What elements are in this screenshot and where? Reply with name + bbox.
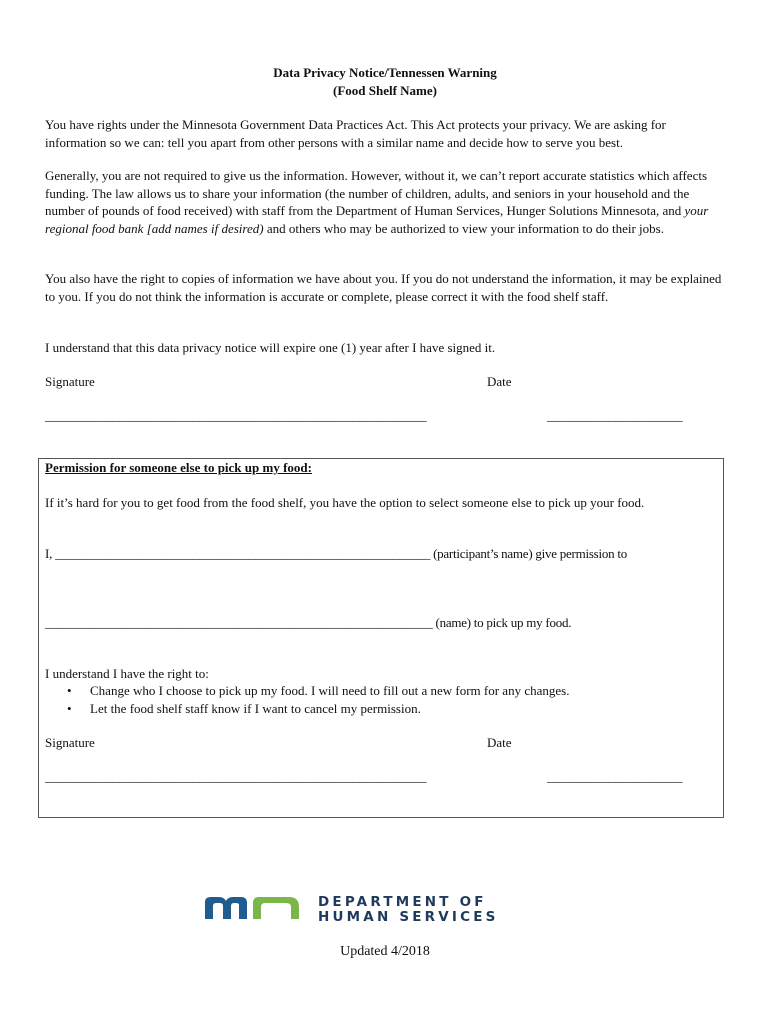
rights-list [45, 682, 569, 717]
permission-signature-line[interactable]: ______________________________________________________________ [45, 769, 427, 784]
logo-line2: HUMAN SERVICES [318, 909, 499, 925]
permission-date-line[interactable]: ______________________ [547, 769, 683, 784]
bullet-icon: • [67, 700, 72, 716]
paragraph-rights: You have rights under the Minnesota Government Data Practices Act. This Act protects your privacy. We are asking for information so we can: tell you apart from other persons with a similar name and decide how to serve you best. [45, 117, 666, 150]
rights-item [45, 700, 569, 718]
rights-item [45, 682, 569, 700]
paragraph-sharing-part2: and others who may be authorized to view your information to do their jobs. [263, 220, 664, 236]
rights-intro: I understand I have the right to: [45, 666, 209, 681]
permission-signature-label: Signature [45, 735, 95, 750]
page-subtitle: (Food Shelf Name) [333, 83, 437, 98]
paragraph-expiry: I understand that this data privacy notice will expire one (1) year after I have signed it. [45, 340, 496, 355]
participant-name-line[interactable]: I, ____________________________________________________________ (participant’s name) give permission to [45, 546, 627, 561]
updated-date: Updated 4/2018 [340, 944, 430, 959]
paragraph-sharing [45, 167, 730, 237]
bullet-icon: • [67, 683, 72, 698]
paragraph-sharing-part1: Generally, you are not required to give us the information. However, without it, we can’t report accurate statistics which affects funding. The law allows us to share your information (the number of children, adults, and seniors in your household and the number of pounds of food received) with staff from the Department of Human Services, Hunger Solutions Minnesota, and [45, 168, 708, 218]
signature-label: Signature [45, 374, 95, 389]
date-line[interactable]: ______________________ [547, 408, 683, 423]
pickup-name-line[interactable]: ______________________________________________________________ (name) to pick up my food. [45, 615, 572, 630]
page-title: Data Privacy Notice/Tennessen Warning [273, 65, 497, 80]
paragraph-copies: You also have the right to copies of information we have about you. If you do not understand the information, it may be explained to you. If you do not think the information is accurate or complete, please correct it with the food shelf staff. [45, 271, 722, 304]
signature-line[interactable]: ______________________________________________________________ [45, 408, 427, 423]
dhs-logo [205, 893, 550, 927]
permission-heading: Permission for someone else to pick up my food: [45, 460, 312, 475]
paragraph-sharing-italic: your regional food bank [add names if desired) [45, 203, 709, 236]
rights-item-text: Change who I choose to pick up my food. I will need to fill out a new form for any changes. [90, 683, 570, 698]
date-label: Date [487, 374, 512, 389]
permission-box [38, 458, 724, 818]
mn-logo-icon [205, 893, 305, 927]
permission-date-label: Date [487, 735, 512, 750]
rights-item-text: Let the food shelf staff know if I want to cancel my permission. [90, 700, 421, 716]
logo-line1: DEPARTMENT OF [318, 894, 487, 910]
permission-intro: If it’s hard for you to get food from the food shelf, you have the option to select someone else to pick up your food. [45, 495, 645, 510]
